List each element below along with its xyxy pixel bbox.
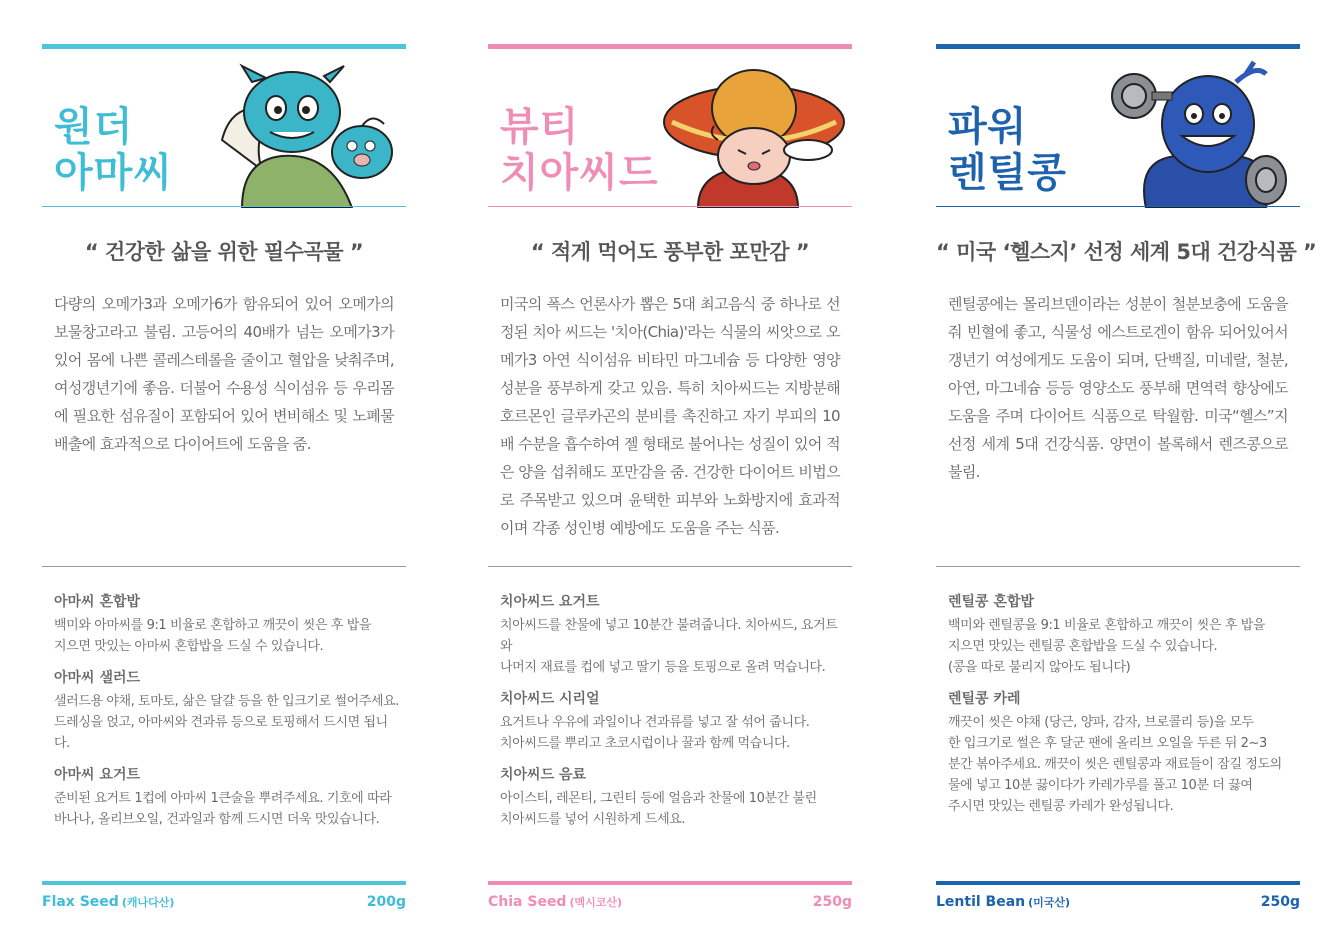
panel-title: 파워 렌틸콩: [948, 104, 1067, 196]
recipe-title: 치아씨드 음료: [500, 767, 587, 783]
recipe-list: [54, 592, 399, 841]
title-underline: [42, 206, 406, 207]
divider: [42, 566, 406, 567]
recipe-body: 치아씨드를 찬물에 넣고 10분간 불려줍니다. 치아씨드, 요거트와 나머지 재료를 컵에 넣고 딸기 등을 토핑으로 올려 먹습니다.: [500, 618, 838, 675]
product-footer: [42, 894, 406, 914]
product-weight: 200g: [366, 894, 406, 910]
title-underline: [936, 206, 1300, 207]
recipe-title: 치아씨드 요거트: [500, 594, 600, 610]
recipe-body: 준비된 요거트 1컵에 아마씨 1큰술을 뿌려주세요. 기호에 따라 바나나, 올리브오일, 건과일과 함께 드시면 더욱 맛있습니다.: [54, 791, 392, 827]
product-name-group: [936, 894, 1070, 910]
recipe-body: 요거트나 우유에 과일이나 견과류를 넣고 잘 섞어 줍니다. 치아씨드를 뿌리고 초코시럽이나 꿀과 함께 먹습니다.: [500, 715, 810, 751]
product-footer: [488, 894, 852, 914]
recipe-title: 아마씨 요거트: [54, 767, 141, 783]
recipe-body: 샐러드용 야채, 토마토, 삶은 달걀 등을 한 입크기로 썰어주세요. 드레싱을 얹고, 아마씨와 견과류 등으로 토핑해서 드시면 됩니다.: [54, 694, 400, 751]
bottom-accent-bar: [936, 881, 1300, 885]
bottom-accent-bar: [42, 881, 406, 885]
top-accent-bar: [488, 44, 852, 49]
recipe-item: [54, 668, 399, 754]
recipe-title: 아마씨 혼합밥: [54, 594, 141, 610]
product-origin: (캐나다산): [121, 896, 175, 909]
description: 다량의 오메가3과 오메가6가 함유되어 있어 오메가의 보물창고라고 불림. 고등어의 40배가 넘는 오메가3가 있어 몸에 나쁜 콜레스테롤을 줄이고 혈압을 낮춰주며, 여성갱년기에 좋음. 더불어 수용성 식이섬유 등 우리몸에 필요한 섬유질이 포함되어 있어 변비해소 및 노폐물 배출에 효과적으로 다이어트에 도움을 줌.: [54, 295, 394, 453]
flax-seed-panel: [42, 0, 406, 946]
product-name: Chia Seed: [488, 894, 567, 910]
divider: [936, 566, 1300, 567]
recipe-item: [500, 765, 845, 830]
product-footer: [936, 894, 1300, 914]
top-accent-bar: [42, 44, 406, 49]
headline: “ 적게 먹어도 풍부한 포만감 ”: [530, 240, 810, 264]
divider: [488, 566, 852, 567]
recipe-title: 렌틸콩 카레: [948, 691, 1021, 707]
recipe-item: [54, 765, 399, 830]
bottom-accent-bar: [488, 881, 852, 885]
mascot-chia-icon: [658, 60, 848, 208]
product-origin: (멕시코산): [569, 896, 623, 909]
product-name: Flax Seed: [42, 894, 119, 910]
recipe-list: [948, 592, 1293, 828]
title-underline: [488, 206, 852, 207]
product-name: Lentil Bean: [936, 894, 1026, 910]
mascot-flax-icon: [212, 60, 402, 208]
recipe-body: 아이스티, 레몬티, 그린티 등에 얼음과 찬물에 10분간 불린 치아씨드를 넣어 시원하게 드세요.: [500, 791, 817, 827]
product-name-group: [488, 894, 622, 910]
top-accent-bar: [936, 44, 1300, 49]
product-weight: 250g: [1260, 894, 1300, 910]
mascot-lentil-icon: [1106, 60, 1296, 208]
description: 미국의 폭스 언론사가 뽑은 5대 최고음식 중 하나로 선정된 치아 씨드는 '치아(Chia)'라는 식물의 씨앗으로 오메가3 아연 식이섬유 비타민 마그네슘 등 다양한 영양성분을 풍부하게 갖고 있음. 특히 치아씨드는 지방분해 호르몬인 글루카곤의 분비를 촉진하고 자기 부피의 10배 수분을 흡수하여 젤 형태로 불어나는 성질이 있어 적은 양을 섭취해도 포만감을 줌. 건강한 다이어트 비법으로 주목받고 있으며 윤택한 피부와 노화방지에 효과적이며 각종 성인병 예방에도 도움을 주는 식품.: [500, 295, 840, 537]
recipe-item: [948, 689, 1293, 817]
lentil-bean-panel: [936, 0, 1317, 946]
product-name-group: [42, 894, 174, 910]
recipe-body: 깨끗이 씻은 야채 (당근, 양파, 감자, 브로콜리 등)을 모두 한 입크기로 썰은 후 달군 팬에 올리브 오일을 두른 뒤 2~3 분간 볶아주세요. 깨끗이 씻은 렌틸콩과 재료들이 잠길 정도의 물에 넣고 10분 끓이다가 카레가루를 풀고 10분 더 끓여 주시면 맛있는 렌틸콩 카레가 완성됩니다.: [948, 715, 1282, 814]
recipe-item: [500, 689, 845, 754]
panel-title: 원더 아마씨: [54, 104, 173, 196]
recipe-body: 백미와 렌틸콩을 9:1 비율로 혼합하고 깨끗이 씻은 후 밥을 지으면 맛있는 렌틸콩 혼합밥을 드실 수 있습니다. (콩을 따로 불리지 않아도 됩니다): [948, 618, 1266, 675]
recipe-title: 렌틸콩 혼합밥: [948, 594, 1035, 610]
panel-title: 뷰티 치아씨드: [500, 104, 659, 196]
recipe-item: [500, 592, 845, 678]
recipe-title: 치아씨드 시리얼: [500, 691, 600, 707]
headline: “ 미국 ‘헬스지’ 선정 세계 5대 건강식품 ”: [936, 240, 1317, 264]
recipe-list: [500, 592, 845, 841]
recipe-item: [54, 592, 399, 657]
product-weight: 250g: [812, 894, 852, 910]
product-origin: (미국산): [1028, 896, 1071, 909]
recipe-item: [948, 592, 1293, 678]
recipe-title: 아마씨 샐러드: [54, 670, 141, 686]
headline: “ 건강한 삶을 위한 필수곡물 ”: [84, 240, 364, 264]
recipe-body: 백미와 아마씨를 9:1 비율로 혼합하고 깨끗이 씻은 후 밥을 지으면 맛있는 아마씨 혼합밥을 드실 수 있습니다.: [54, 618, 372, 654]
description: 렌틸콩에는 몰리브덴이라는 성분이 철분보충에 도움을 줘 빈혈에 좋고, 식물성 에스트로겐이 함유 되어있어서 갱년기 여성에게도 도움이 되며, 단백질, 미네랄, 철분, 아연, 마그네슘 등등 영양소도 풍부해 면역력 향상에도 도움을 주며 다이어트 식품으로 탁월함. 미국“헬스”지 선정 세계 5대 건강식품. 양면이 볼록해서 렌즈콩으로 불림.: [948, 295, 1288, 481]
chia-seed-panel: [488, 0, 852, 946]
